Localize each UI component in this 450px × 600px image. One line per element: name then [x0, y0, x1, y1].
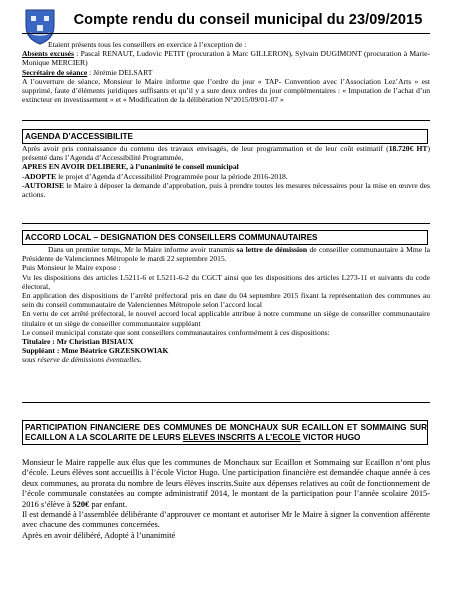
intro-block [22, 40, 430, 104]
section2-para1 [22, 245, 430, 263]
section2-para3: Vu les dispositions des articles L5211-6 et L5211-6-2 du CGCT ainsi que les dispositions des articles L273-11 et suivants du code électoral, [22, 272, 430, 291]
section2-para5: En vertu de cet arrêté préfectoral, le nouvel accord local applicable attribue à notre commune un siège de conseiller communautaire titulaire et un siège de conseiller communautaire suppléant [22, 309, 430, 328]
section1-para1-b: ) présenté dans l’Agenda d’Accessibilité Programmée, [22, 144, 430, 163]
section2-resignation: sa lettre de démission [236, 245, 308, 254]
section1-body [22, 144, 430, 199]
section3-body [22, 458, 430, 541]
secretary-line [22, 68, 430, 77]
section3-para1-text: Monsieur le Maire rappelle aux élus que les communes de Monchaux sur Ecaillon et Sommaing sur Ecaillon n’ont plus d’école. Leurs élèves sont accueillis à l’école Victor Hugo. Une participation financière est demandée chaque année à ces deux communes, au prorata du nombre de leurs élèves inscrits.Suite aux dépenses relatives au coût de fonctionnement de l’école communale constatées au compte administratif 2014, le montant de la participation pour l’année scolaire 2015-2016 s’élève à [22, 458, 430, 509]
section3-para2: Il est demandé à l’assemblée délibérante d’approuver ce montant et autoriser Mr le Maire à signer la convention afférente avec chacune des communes concernées. [22, 510, 430, 530]
section1-decision: APRES EN AVOIR DELIBERE, à l’unanimité le conseil municipal [22, 162, 239, 172]
section2-para2: Puis Monsieur le Maire expose : [22, 263, 121, 273]
section1-heading: AGENDA D’ACCESSIBILITE [22, 129, 428, 144]
titulaire-line: Titulaire : Mr Christian BISIAUX [22, 337, 134, 347]
section1-adopte-label: -ADOPTE [22, 171, 57, 181]
section1-autorise [22, 181, 430, 199]
section2-para6: Le conseil municipal constate que sont conseillers communautaires conformément à ces dispositions: [22, 327, 330, 337]
section2-separator [22, 223, 430, 224]
section3-para1-end: par enfant. [89, 499, 128, 509]
section3-amount: 520€ [72, 499, 90, 509]
section3-para1 [22, 458, 430, 510]
section3-para3: Après en avoir délibéré, Adopté à l’unanimité [22, 530, 176, 540]
page-title: Compte rendu du conseil municipal du 23/09/2015 [73, 12, 423, 28]
secretary-label: Secrétaire de séance [22, 67, 88, 77]
section3-heading [22, 420, 428, 445]
absents-line [22, 49, 430, 67]
section1-separator [22, 120, 430, 121]
secretary-text: : Jérémie DELSART [87, 67, 153, 77]
section1-para1-a: Après avoir pris connaissance du contenu des travaux envisagés, de leur programmation et de leur coût estimatif ( [22, 144, 389, 153]
reserve-note: sous réserve de démissions éventuelles. [22, 355, 142, 365]
absents-label: Absents excusés [22, 49, 75, 59]
title-underline [22, 33, 430, 34]
section2-heading: ACCORD LOCAL – DESIGNATION DES CONSEILLERS COMMUNAUTAIRES [22, 230, 428, 245]
section1-para1 [22, 144, 430, 162]
section2-para1-a: Dans un premier temps, Mr le Maire informe avoir transmis [48, 245, 237, 254]
section1-cost: 18.720€ HT [388, 144, 428, 153]
section3-heading-b: ELEVES INSCRITS A L’ECOLE [182, 433, 301, 442]
opening-text: A l’ouverture de séance, Monsieur le Maire informe que l’ordre du jour « TAP- Convention avec l’Association Lez’Arts » est supprimé, faute d’éléments juridiques suffisants et qu’il y a sure deux ordres du jour complémentaires : « Imputation de l’achat d’un extincteur en investissement » et « Modification de la délibération N°2015/09/01-07 » [22, 76, 430, 105]
section3-separator [22, 402, 430, 403]
section1-adopte [22, 172, 430, 181]
section1-adopte-text: le projet d’Agenda d’Accessibilité Programmée pour la période 2016-2018. [56, 171, 288, 181]
section1-autorise-text: le Maire à déposer la demande d’approbation, puis à prendre toutes les mesures nécessaires pour la mise en œuvre des actions. [22, 180, 430, 200]
section2-para4: En application des dispositions de l’arrêté préfectoral pris en date du 04 septembre 2015 fixant la représentation des communes au sein du conseil communautaire de Valenciennes Métropole selon l’accord local [22, 291, 430, 310]
absents-text: : Pascal RENAUT, Ludovic PETIT (procuration à Marc GILLERON), Sylvain DUGIMONT (procuration à Marie-Monique MERCIER) [22, 49, 430, 68]
present-text: Etaient présents tous les conseillers en exercice à l’exception de : [48, 40, 247, 49]
section2-para1-c: de conseiller communautaire à Mme la Présidente de Valenciennes Métropole le mardi 22 septembre 2015. [22, 245, 430, 264]
suppleant-line: Suppléant : Mme Béatrice GRZESKOWIAK [22, 346, 169, 356]
section3-heading-c: VICTOR HUGO [300, 433, 361, 442]
section3-heading-a: PARTICIPATION FINANCIERE DES COMMUNES DE MONCHAUX SUR ECAILLON ET SOMMAING SUR ECAILLON A LA SCOLARITE DE LEURS [25, 423, 427, 442]
section2-body [22, 245, 430, 365]
section1-autorise-label: -AUTORISE [22, 180, 65, 190]
